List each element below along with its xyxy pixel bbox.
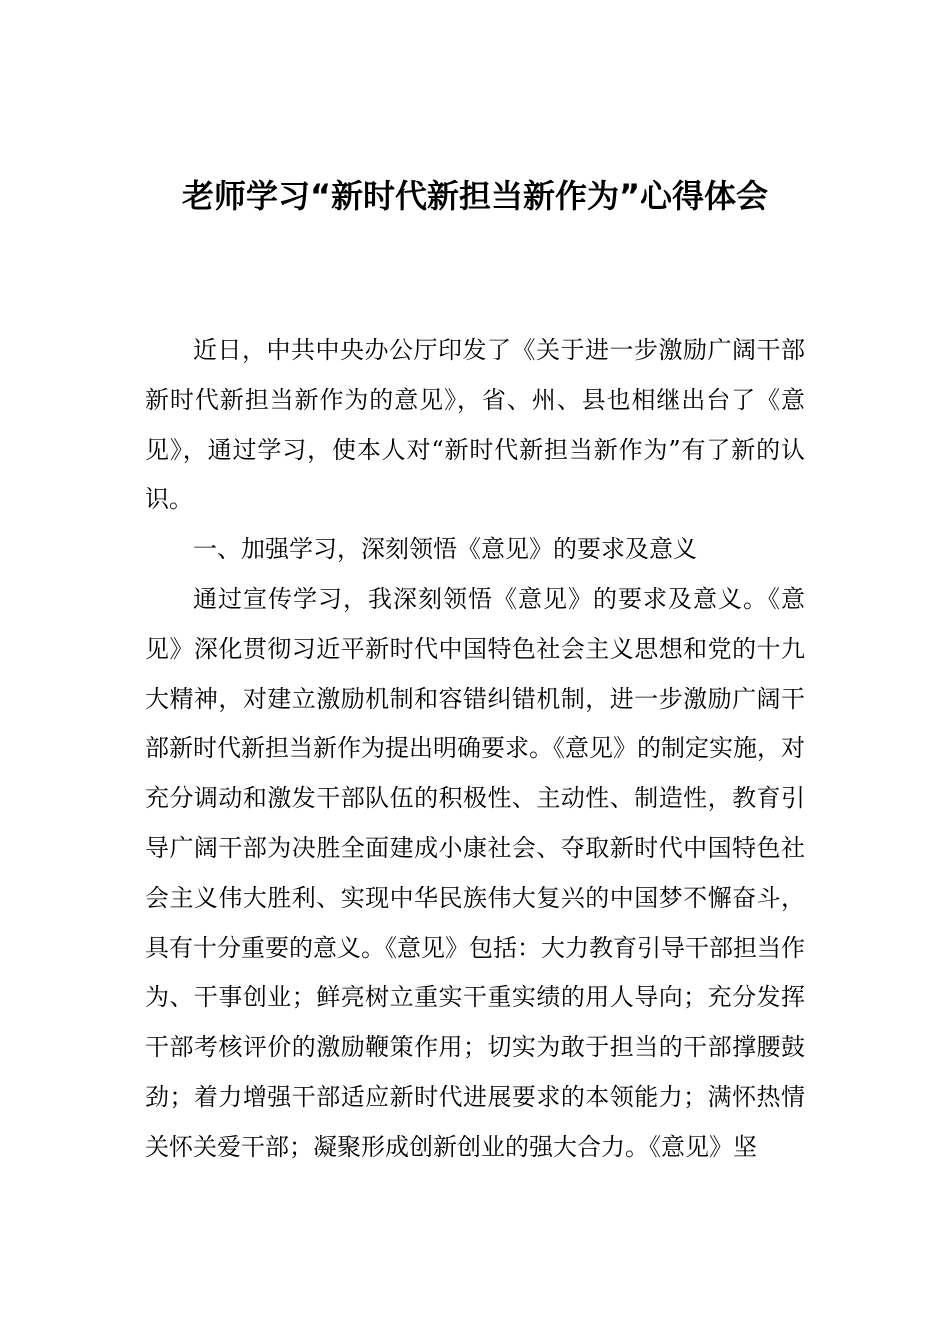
paragraph-section-1: 通过宣传学习，我深刻领悟《意见》的要求及意义。《意见》深化贯彻习近平新时代中国特色社会主义思想和党的十九大精神，对建立激励机制和容错纠错机制，进一步激励广阔干部新时代新担当新作为提出明确要求。《意见》的制定实施，对充分调动和激发干部队伍的积极性、主动性、制造性，教育引导广阔干部为决胜全面建成小康社会、夺取新时代中国特色社会主义伟大胜利、实现中华民族伟大复兴的中国梦不懈奋斗，具有十分重要的意义。《意见》包括：大力教育引导干部担当作为、干事创业；鲜亮树立重实干重实绩的用人导向；充分发挥干部考核评价的激励鞭策作用；切实为敢于担当的干部撑腰鼓劲；着力增强干部适应新时代进展要求的本领能力；满怀热情关怀关爱干部；凝聚形成创新创业的强大合力。《意见》坚 <box>145 584 805 1161</box>
document-body <box>145 326 805 1173</box>
document-title: 老师学习“新时代新担当新作为”心得体会 <box>181 177 769 215</box>
section-heading-1: 一、加强学习，深刻领悟《意见》的要求及意义 <box>193 535 697 564</box>
paragraph-intro: 近日，中共中央办公厅印发了《关于进一步激励广阔干部新时代新担当新作为的意见》，省、州、县也相继出台了《意见》，通过学习，使本人对“新时代新担当新作为”有了新的认识。 <box>145 336 805 514</box>
